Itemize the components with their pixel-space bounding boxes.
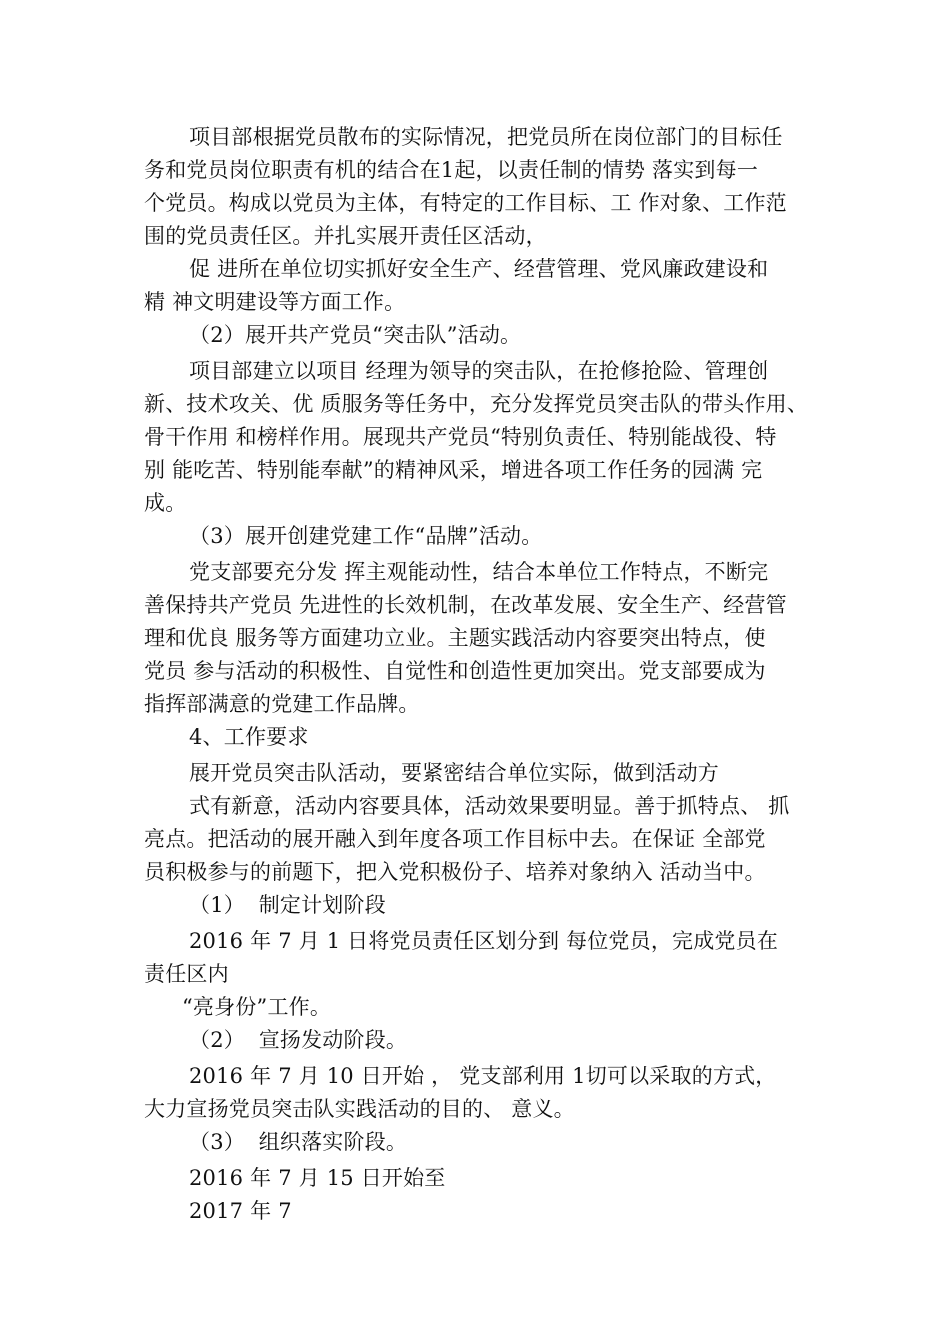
text-line: 展开党员突击队活动，要紧密结合单位实际，做到活动方	[189, 761, 719, 785]
text-line: 新、技术攻关、优 质服务等任务中，充分发挥党员突击队的带头作用、	[144, 392, 809, 416]
section-heading: （2）展开共产党员“突击队”活动。	[189, 323, 522, 347]
section-heading: （1） 制定计划阶段	[189, 893, 386, 917]
text-line: 亮点。把活动的展开融入到年度各项工作目标中去。在保证 全部党	[144, 827, 766, 851]
text-line: “亮身份”工作。	[182, 995, 332, 1019]
text-line: 成。	[144, 491, 187, 515]
section-heading: （3） 组织落实阶段。	[189, 1130, 408, 1154]
text-line: 促 进所在单位切实抓好安全生产、经营管理、党风廉政建设和	[189, 257, 769, 281]
text-line: 项目部建立以项目 经理为领导的突击队，在抢修抢险、管理创	[189, 359, 769, 383]
text-line: 项目部根据党员散布的实际情况，把党员所在岗位部门的目标任	[189, 125, 783, 149]
text-line: 党员 参与活动的积极性、自觉性和创造性更加突出。党支部要成为	[144, 659, 766, 683]
text-line: 员积极参与的前题下，把入党积极份子、培养对象纳入 活动当中。	[144, 860, 766, 884]
text-line: 指挥部满意的党建工作品牌。	[144, 692, 420, 716]
text-line: 个党员。构成以党员为主体，有特定的工作目标、工 作对象、工作范	[144, 191, 787, 215]
text-line: 2016 年 7 月 10 日开始 ， 党支部利用 1切可以采取的方式，	[189, 1064, 777, 1088]
text-line: 大力宣扬党员突击队实践活动的目的、 意义。	[144, 1097, 575, 1121]
section-heading: （3）展开创建党建工作“品牌”活动。	[189, 524, 543, 548]
text-line: 善保持共产党员 先进性的长效机制，在改革发展、安全生产、经营管	[144, 593, 787, 617]
text-line: 务和党员岗位职责有机的结合在1起，以责任制的情势 落实到每一	[144, 158, 759, 182]
text-line: 2016 年 7 月 1 日将党员责任区划分到 每位党员，完成党员在	[189, 929, 779, 953]
text-line: 理和优良 服务等方面建功立业。主题实践活动内容要突出特点，使	[144, 626, 766, 650]
section-heading: 4、工作要求	[189, 725, 309, 749]
section-heading: （2） 宣扬发动阶段。	[189, 1028, 408, 1052]
text-line: 责任区内	[144, 962, 229, 986]
text-line: 2016 年 7 月 15 日开始至	[189, 1166, 446, 1190]
text-line: 2017 年 7	[189, 1199, 292, 1223]
text-line: 别 能吃苦、特别能奉献”的精神风采，增进各项工作任务的园满 完	[144, 458, 763, 482]
text-line: 围的党员责任区。并扎实展开责任区活动，	[144, 224, 547, 248]
text-line: 精 神文明建设等方面工作。	[144, 290, 406, 314]
text-line: 式有新意，活动内容要具体，活动效果要明显。善于抓特点、 抓	[189, 794, 790, 818]
text-line: 骨干作用 和榜样作用。展现共产党员“特别负责任、特别能战役、特	[144, 425, 777, 449]
text-line: 党支部要充分发 挥主观能动性，结合本单位工作特点，不断完	[189, 560, 769, 584]
